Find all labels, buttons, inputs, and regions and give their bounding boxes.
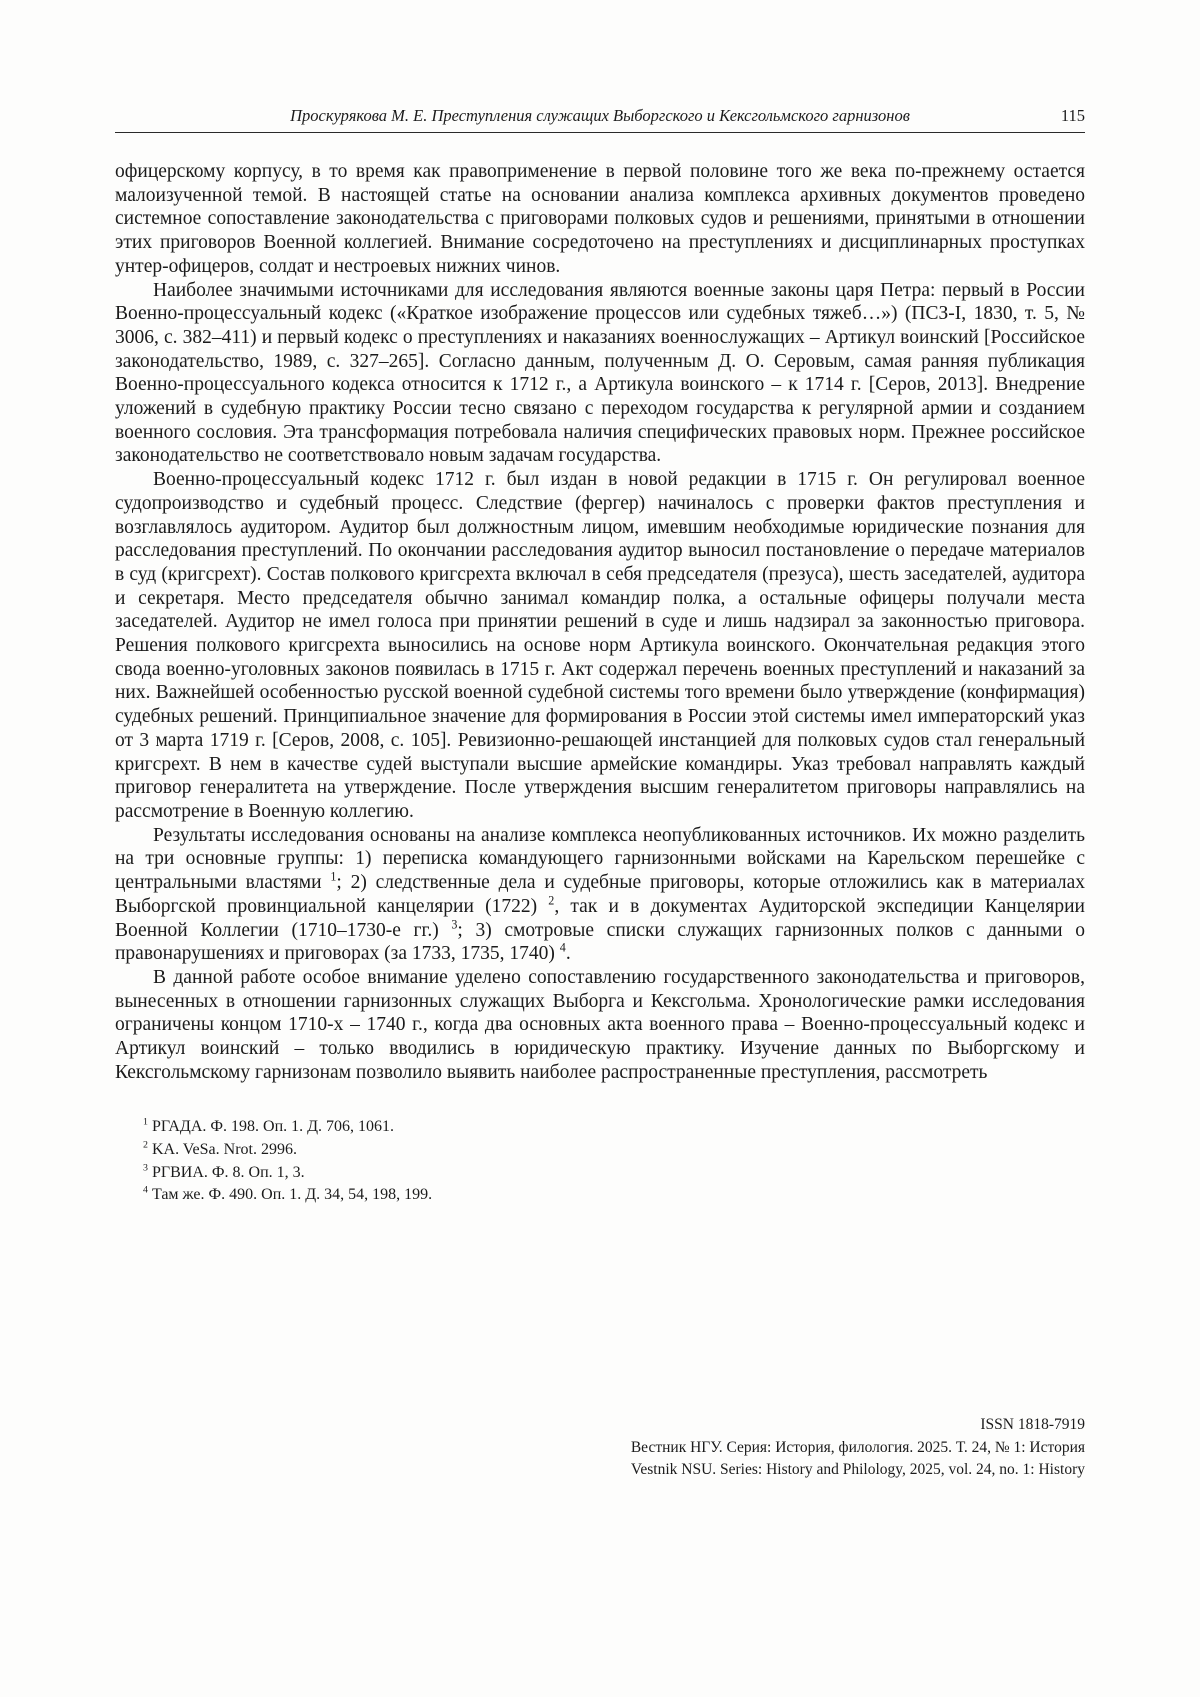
page-footer (631, 1414, 1085, 1482)
paragraph: Результаты исследования основаны на анализе комплекса неопубликованных источников. Их можно разделить на три основные группы: 1) переписка командующего гарнизонными войсками на Карельском перешейке с центральными властями $^1$; 2) следственные дела и судебные приговоры, которые отложились как в материалах Выборгской провинциальной канцелярии (1722) $^2$, так и в документах Аудиторской экспедиции Канцелярии Военной Коллегии (1710–1730-е гг.) $^3$; 3) смотровые списки служащих гарнизонных полков с данными о правонарушениях и приговорах (за 1733, 1735, 1740) $^4$. (115, 824, 1086, 965)
running-header (115, 106, 1085, 132)
article-body (115, 160, 1085, 1084)
paragraph: Наиболее значимыми источниками для исследования являются военные законы царя Петра: первый в России Военно-процессуальный кодекс («Краткое изображение процессов или судебных тяжеб…») (ПСЗ-I, 1830, т. 5, № 3006, с. 382–411) и первый кодекс о преступлениях и наказаниях военнослужащих – Артикул воинский [Российское законодательство, 1989, с. 327–265]. Согласно данным, полученным Д. О. Серовым, самая ранняя публикация Военно-процессуального кодекса относится к 1712 г., а Артикула воинского – к 1714 г. [Серов, 2013]. Внедрение уложений в судебную практику России тесно связано с переходом государства к регулярной армии и созданием военного сословия. Эта трансформация потребовала наличия специфических правовых норм. Прежнее российское законодательство не соответствовало новым задачам государства. (115, 279, 1085, 467)
footnote-marker: 4 (143, 1184, 148, 1196)
footer-issn: ISSN 1818-7919 (980, 1416, 1085, 1433)
footnotes (115, 1116, 1085, 1206)
footnote: $^2$ KA. VeSa. Nrot. 2996. (143, 1139, 297, 1159)
footnote-marker: 1 (143, 1117, 148, 1129)
footnote: $^1$ РГАДА. Ф. 198. Оп. 1. Д. 706, 1061. (143, 1117, 395, 1136)
paragraph: Военно-процессуальный кодекс 1712 г. был издан в новой редакции в 1715 г. Он регулировал военное судопроизводство и судебный процесс. Следствие (фергер) начиналось с проверки фактов преступления и возглавлялось аудитором. Аудитор был должностным лицом, имевшим необходимые юридические познания для расследования преступлений. По окончании расследования аудитор выносил постановление о передаче материалов в суд (кригсрехт). Состав полкового кригсрехта включал в себя председателя (презуса), шесть заседателей, аудитора и секретаря. Место председателя обычно занимал командир полка, а остальные офицеры получали места заседателей. Аудитор не имел голоса при принятии решений в суде и лишь надзирал за законностью приговора. Решения полкового кригсрехта выносились на основе норм Артикула воинского. Окончательная редакция этого свода военно-уголовных законов появилась в 1715 г. Акт содержал перечень военных преступлений и наказаний за них. Важнейшей особенностью русской военной судебной системы того времени было утверждение (конфирмация) судебных решений. Принципиальное значение для формирования в России этой системы имел императорский указ от 3 марта 1719 г. [Серов, 2008, с. 105]. Ревизионно-решающей инстанцией для полковых судов стал генеральный кригсрехт. В нем в качестве судей выступали высшие армейские командиры. Указ требовал направлять каждый приговор генералитета на утверждение. После утверждения высшим генералитетом приговоры направлялись на рассмотрение в Военную коллегию. (115, 469, 1085, 822)
footnote-marker: 2 (143, 1139, 148, 1151)
paragraph: офицерскому корпусу, в то время как правоприменение в первой половине того же века по-прежнему остается малоизученной темой. В настоящей статье на основании анализа комплекса архивных документов проведено системное сопоставление законодательства с приговорами полковых судов и решениями, принятыми в отношении этих приговоров Военной коллегией. Внимание сосредоточено на преступлениях и дисциплинарных проступках унтер-офицеров, солдат и нестроевых нижних чинов. (115, 161, 1085, 277)
footnote-ref: 1 (330, 869, 337, 884)
header-rule (115, 132, 1085, 133)
footer-line-en: Vestnik NSU. Series: History and Philology, 2025, vol. 24, no. 1: History (630, 1461, 1085, 1478)
page-number: 115 (1060, 106, 1085, 125)
footnote-marker: 3 (143, 1162, 148, 1174)
footnote-ref: 4 (559, 940, 566, 955)
footnote: $^3$ РГВИА. Ф. 8. Оп. 1, 3. (143, 1162, 305, 1181)
footnote: $^4$ Там же. Ф. 490. Оп. 1. Д. 34, 54, 198, 199. (143, 1184, 433, 1204)
footnote-ref: 2 (548, 893, 555, 908)
paragraph: В данной работе особое внимание уделено сопоставлению государственного законодательства и приговоров, вынесенных в отношении гарнизонных служащих Выборга и Кексгольма. Хронологические рамки исследования ограничены концом 1710-х – 1740 г., когда два основных акта военного права – Военно-процессуальный кодекс и Артикул воинский – только вводились в юридическую практику. Изучение данных по Выборгскому и Кексгольмскому гарнизонам позволило выявить наиболее распространенные преступления, рассмотреть (115, 966, 1085, 1083)
running-title: Проскурякова М. Е. Преступления служащих Выборгского и Кексгольмского гарнизонов (290, 106, 910, 125)
footer-line-ru: Вестник НГУ. Серия: История, филология. 2025. Т. 24, № 1: История (630, 1438, 1085, 1456)
footnote-ref: 3 (451, 917, 458, 931)
